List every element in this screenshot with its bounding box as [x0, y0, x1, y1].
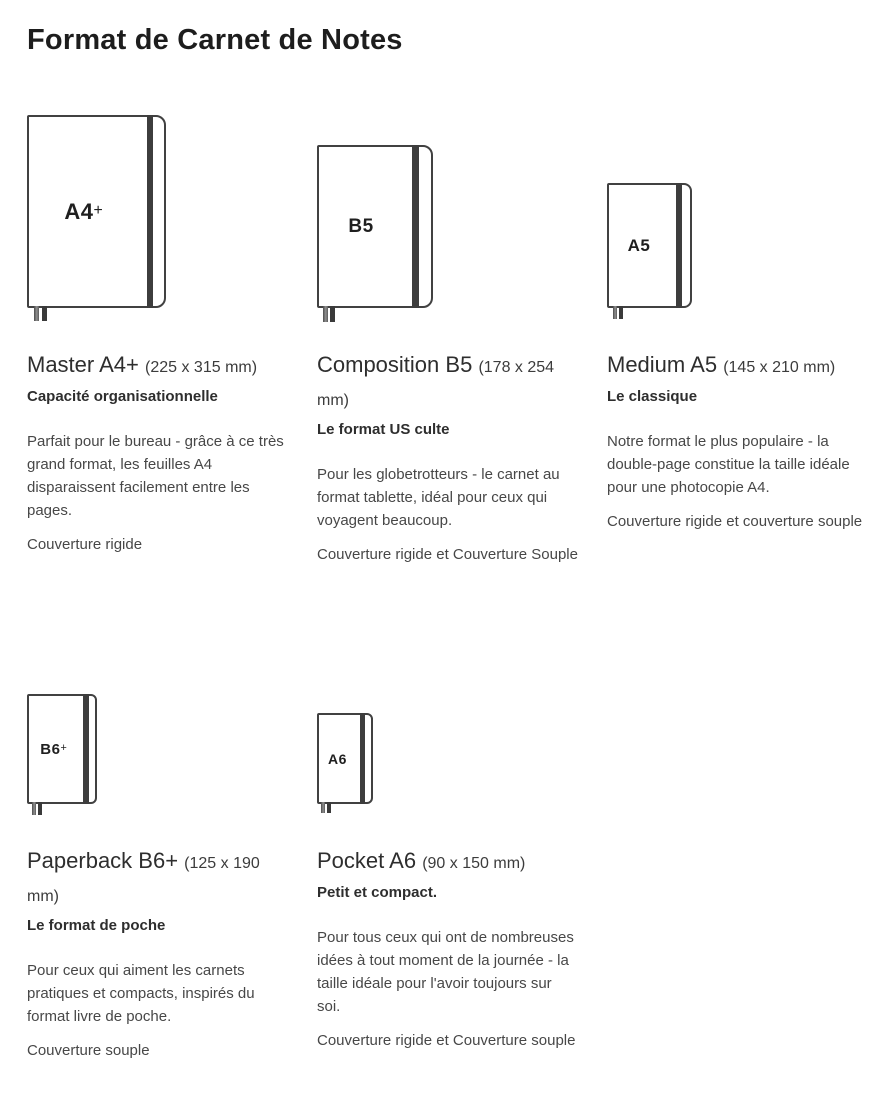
format-tagline: Le format de poche: [27, 917, 166, 934]
size-badge: B6 +: [40, 740, 67, 758]
size-badge: A6: [328, 750, 347, 767]
notebook-figure: [607, 100, 869, 308]
size-badge: B5: [348, 215, 374, 237]
elastic-band: [676, 183, 682, 308]
format-tagline: Le classique: [607, 388, 698, 405]
format-name: Master A4+ (225 x 315 mm): [27, 352, 258, 377]
format-covers: Couverture rigide et Couverture souple: [317, 1032, 576, 1049]
bookmark-ribbon: [34, 306, 39, 321]
format-dimensions: (90 x 150 mm): [422, 855, 526, 872]
notebook-illustration-b5: [317, 145, 433, 308]
notebook-figure: [27, 100, 289, 308]
format-card-master-a4plus: [27, 100, 289, 566]
format-covers: Couverture rigide: [27, 536, 143, 553]
elastic-band: [360, 713, 365, 804]
format-name: Medium A5 (145 x 210 mm): [607, 352, 836, 377]
notebook-illustration-a5: [607, 183, 692, 308]
format-name: Composition B5 (178 x 254 mm): [317, 352, 555, 409]
bookmark-ribbon: [32, 802, 36, 815]
format-covers: Couverture souple: [27, 1042, 150, 1059]
bookmark-ribbon: [619, 306, 623, 319]
format-dimensions: (145 x 210 mm): [723, 359, 836, 376]
bookmark-ribbon: [327, 802, 331, 813]
format-card-pocket-a6: [317, 693, 579, 1062]
format-description: Pour ceux qui aiment les carnets pratiques et compacts, inspirés du format livre de poche.: [27, 962, 255, 1025]
formats-grid: [27, 100, 869, 1062]
format-name: Pocket A6 (90 x 150 mm): [317, 848, 526, 873]
bookmark-ribbon: [330, 306, 335, 322]
format-tagline: Capacité organisationnelle: [27, 388, 218, 405]
notebook-figure: [317, 100, 579, 308]
size-badge: A4 +: [64, 198, 103, 224]
format-card-paperback-b6plus: [27, 693, 289, 1062]
format-covers: Couverture rigide et Couverture Souple: [317, 546, 578, 563]
format-tagline: Petit et compact.: [317, 884, 438, 901]
size-badge: A5: [627, 235, 651, 255]
bookmark-ribbon: [323, 306, 328, 322]
bookmark-ribbon: [321, 802, 325, 813]
notebook-figure: [27, 693, 289, 804]
elastic-band: [83, 694, 89, 804]
page-title: Format de Carnet de Notes: [27, 24, 403, 56]
notebook-illustration-b6plus: [27, 694, 97, 804]
format-covers: Couverture rigide et couverture souple: [607, 513, 863, 530]
format-description: Pour tous ceux qui ont de nombreuses idées à tout moment de la journée - la taille idéale pour l'avoir toujours sur soi.: [317, 929, 574, 1015]
format-description: Pour les globetrotteurs - le carnet au format tablette, idéal pour ceux qui voyagent beaucoup.: [317, 466, 560, 529]
format-card-composition-b5: [317, 100, 579, 566]
format-description: Parfait pour le bureau - grâce à ce très grand format, les feuilles A4 disparaissent facilement entre les pages.: [27, 433, 284, 519]
notebook-figure: [317, 693, 579, 804]
elastic-band: [147, 115, 153, 308]
bookmark-ribbon: [42, 306, 47, 321]
format-description: Notre format le plus populaire - la double-page constitue la taille idéale pour une photocopie A4.: [607, 433, 850, 496]
format-dimensions: (178 x 254 mm): [317, 359, 555, 409]
format-name: Paperback B6+ (125 x 190 mm): [27, 848, 260, 905]
format-card-medium-a5: [607, 100, 869, 566]
format-dimensions: (125 x 190 mm): [27, 855, 260, 905]
bookmark-ribbon: [613, 306, 617, 319]
bookmark-ribbon: [38, 802, 42, 815]
format-tagline: Le format US culte: [317, 421, 450, 438]
notebook-illustration-a4plus: [27, 115, 166, 308]
elastic-band: [412, 145, 419, 308]
format-dimensions: (225 x 315 mm): [145, 359, 258, 376]
notebook-illustration-a6: [317, 713, 373, 804]
